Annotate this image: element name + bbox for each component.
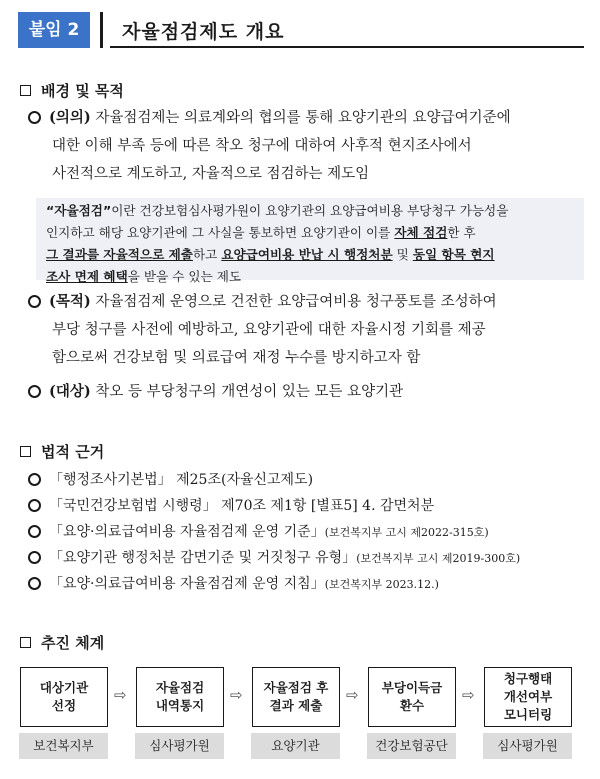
page-header [18,12,584,48]
law-title: 「국민건강보험법 시행령」 제70조 제1항 [별표5] 4. 감면처분 [49,498,435,514]
circle-bullet-icon [28,385,41,398]
purpose-line-3: 함으로써 건강보험 및 의료급여 재정 누수를 방지하고자 함 [52,350,421,366]
circle-bullet-icon [28,295,41,308]
definition-text-1: 이란 건강보험심사평가원이 요양기관의 요양급여비용 부당청구 가능성을 [111,203,509,218]
meaning-line-1: 자율점검제는 의료계와의 협의를 통해 요양기관의 요양급여기준에 [90,110,511,126]
square-bullet-icon [20,637,31,648]
law-title: 「행정조사기본법」 제25조(자율신고제도) [49,472,314,488]
flow-owner-4: 건강보험공단 [367,733,456,759]
definition-box [36,198,584,284]
circle-bullet-icon [28,525,41,538]
flow-owner-1: 보건복지부 [19,733,108,759]
section-title: 추진 체계 [41,634,105,652]
flow-step-4: 부당이득금 환수 [368,667,456,727]
law-note: (보건복지부 고시 제2022-315호) [324,526,489,539]
flow-step-5: 청구행태 개선여부 모니터링 [484,667,572,727]
definition-emph-2: 그 결과를 자율적으로 제출 [46,247,193,262]
flow-owner-5: 심사평가원 [483,733,572,759]
law-item [28,468,313,493]
definition-emph-4: 동일 항목 현지 [412,247,495,262]
right-arrow-icon: ⇨ [230,686,243,704]
law-item [28,520,489,545]
law-title: 「요양·의료급여비용 자율점검제 운영 지침」 [49,576,325,592]
circle-bullet-icon [28,551,41,564]
title-underline [110,46,584,48]
right-arrow-icon: ⇨ [462,686,475,704]
definition-emph-3: 요양급여비용 반납 시 행정처분 [221,247,393,262]
definition-text-5: 및 [392,247,413,262]
target-paragraph [28,378,584,406]
meaning-label: (의의) [49,109,91,126]
purpose-label: (목적) [49,293,91,310]
law-item [28,546,520,571]
flow-step-1: 대상기관 선정 [20,667,108,727]
section-heading-legal [20,441,104,462]
section-heading-process [20,632,104,653]
definition-text-2: 인지하고 해당 요양기관에 그 사실을 통보하면 요양기관이 이를 [46,225,395,240]
definition-text-6: 을 받을 수 있는 제도 [127,269,242,284]
definition-text-4: 하고 [192,247,222,262]
attachment-tag: 붙임 2 [18,12,90,48]
definition-emph-5: 조사 면제 혜택 [46,269,128,284]
right-arrow-icon: ⇨ [346,686,359,704]
target-text: 착오 등 부당청구의 개연성이 있는 모든 요양기관 [90,384,404,400]
flow-step-3: 자율점검 후 결과 제출 [252,667,340,727]
definition-emph-1: 자체 점검 [394,225,448,240]
flow-step-2: 자율점검 내역통지 [136,667,224,727]
meaning-paragraph [28,104,584,188]
law-note: (보건복지부 2023.12.) [324,578,439,591]
page-title: 자율점검제도 개요 [122,21,285,43]
circle-bullet-icon [28,473,41,486]
section-heading-background [20,80,124,101]
circle-bullet-icon [28,111,41,124]
section-title: 법적 근거 [41,443,105,461]
target-label: (대상) [49,383,91,400]
circle-bullet-icon [28,577,41,590]
definition-text-3: 한 후 [447,225,476,240]
definition-term: “자율점검” [46,203,112,218]
law-note: (보건복지부 고시 제2019-300호) [356,552,521,565]
purpose-line-1: 자율점검제 운영으로 건전한 요양급여비용 청구풍토를 조성하여 [90,294,497,310]
flow-owner-3: 요양기관 [251,733,340,759]
purpose-paragraph [28,288,584,372]
header-divider [100,12,103,48]
square-bullet-icon [20,446,31,457]
meaning-line-3: 사전적으로 계도하고, 자율적으로 점검하는 제도임 [52,166,370,182]
purpose-line-2: 부당 청구를 사전에 예방하고, 요양기관에 대한 자율시정 기회를 제공 [52,322,486,338]
law-title: 「요양기관 행정처분 감면기준 및 거짓청구 유형」 [49,550,357,566]
right-arrow-icon: ⇨ [114,686,127,704]
meaning-line-2: 대한 이해 부족 등에 따른 착오 청구에 대하여 사후적 현지조사에서 [52,138,472,154]
square-bullet-icon [20,85,31,96]
law-title: 「요양·의료급여비용 자율점검제 운영 기준」 [49,524,325,540]
circle-bullet-icon [28,499,41,512]
section-title: 배경 및 목적 [41,82,124,100]
law-item [28,572,439,597]
flow-owner-2: 심사평가원 [135,733,224,759]
law-item [28,494,434,519]
